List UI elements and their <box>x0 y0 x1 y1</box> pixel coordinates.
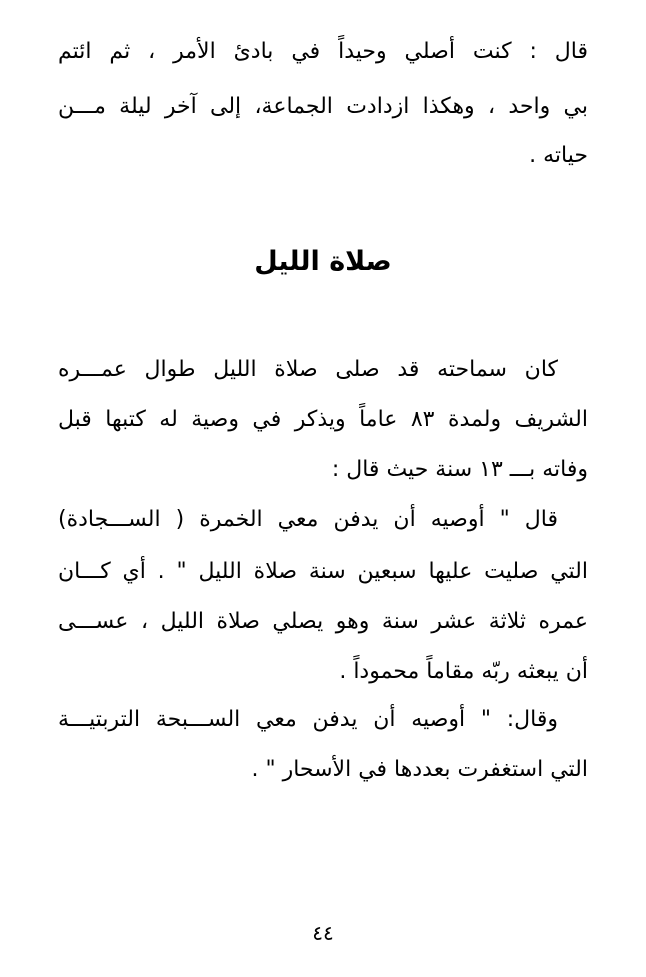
section-line-5: التي صليت عليها سبعين سنة صلاة الليل " . أي كـــان <box>58 559 588 584</box>
section-line-4: قال " أوصيه أن يدفن معي الخمرة ( الســـجادة) <box>58 507 558 532</box>
section-line-6: عمره ثلاثة عشر سنة وهو يصلي صلاة الليل ، عســـى <box>58 609 588 634</box>
page-number: ٤٤ <box>312 921 334 945</box>
intro-line-2: بي واحد ، وهكذا ازدادت الجماعة، إلى آخر ليلة مـــن <box>58 94 588 119</box>
section-title: صلاة الليل <box>254 246 392 277</box>
section-line-9: التي استغفرت بعددها في الأسحار " . <box>251 757 588 782</box>
section-line-1: كان سماحته قد صلى صلاة الليل طوال عمـــره <box>58 357 558 382</box>
section-line-2: الشريف ولمدة ٨٣ عاماً ويذكر في وصية له كتبها قبل <box>58 407 588 432</box>
section-line-8: وقال: " أوصيه أن يدفن معي الســـبحة التربتيـــة <box>58 707 558 732</box>
section-line-7: أن يبعثه ربّه مقاماً محموداً . <box>339 659 588 684</box>
intro-line-1: قال : كنت أصلي وحيداً في بادئ الأمر ، ثم ائتم <box>58 39 588 64</box>
section-line-3: وفاته بـــ ١٣ سنة حيث قال : <box>331 457 588 482</box>
intro-line-3: حياته . <box>529 143 588 168</box>
